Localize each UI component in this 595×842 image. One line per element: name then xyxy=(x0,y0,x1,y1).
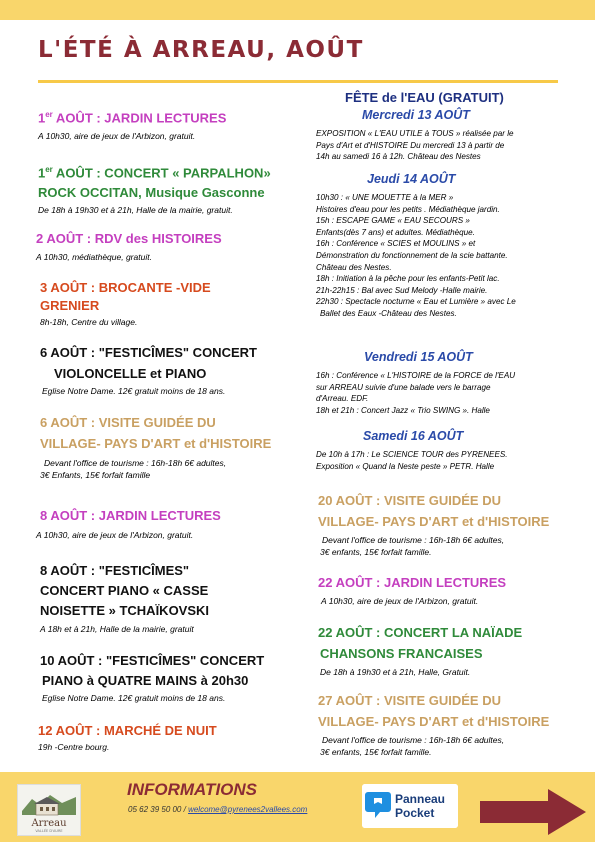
event-20-aout-visite: 20 AOÛT : VISITE GUIDÉE DU VILLAGE- PAYS D'ART et d'HISTOIRE Devant l'office de tourisme : 16h-18h 6€ adultes, 3€ enfants, 15€ forfait famille. xyxy=(318,493,550,557)
event-12-aout-marche: 12 AOÛT : MARCHÉ DE NUIT 19h -Centre bourg. xyxy=(38,723,217,752)
svg-text:VALLÉE D'AURE: VALLÉE D'AURE xyxy=(35,829,63,833)
event-1-aout-jardin: 1er AOÛT : JARDIN LECTURES A 10h30, aire de jeux de l'Arbizon, gratuit. xyxy=(38,110,227,142)
day-vendredi-15: Vendredi 15 AOÛT xyxy=(364,350,473,364)
day-samedi-16-details: De 10h à 17h : Le SCIENCE TOUR des PYRENEES. Exposition « Quand la Neste peste » PETR. Halle xyxy=(316,450,508,471)
event-1-aout-concert: 1er AOÛT : CONCERT « PARPALHON» ROCK OCCITAN, Musique Gasconne De 18h à 19h30 et à 21h, Halle de la mairie, gratuit. xyxy=(38,165,271,216)
event-22-aout-jardin: 22 AOÛT : JARDIN LECTURES A 10h30, aire de jeux de l'Arbizon, gratuit. xyxy=(318,575,507,606)
top-banner xyxy=(0,0,595,20)
day-mercredi-13: Mercredi 13 AOÛT xyxy=(362,108,470,122)
panneau-pocket-logo[interactable] xyxy=(362,784,458,828)
svg-text:Panneau: Panneau xyxy=(395,792,446,806)
svg-text:Arreau: Arreau xyxy=(31,818,67,829)
day-mercredi-13-details: EXPOSITION « L'EAU UTILE à TOUS » réalisée par le Pays d'Art et d'HISTOIRE Du mercredi 13 à partir de 14h au samedi 16 à 12h. Château des Nestes xyxy=(316,129,514,162)
title-underline xyxy=(38,80,558,83)
fete-eau-title: FÊTE de l'EAU (GRATUIT) xyxy=(345,90,504,105)
phone-number: 05 62 39 50 00 / xyxy=(128,805,186,814)
day-samedi-16: Samedi 16 AOÛT xyxy=(363,429,464,443)
event-10-aout-concert: 10 AOÛT : "FESTICÎMES" CONCERT PIANO à QUATRE MAINS à 20h30 Eglise Notre Dame. 12€ gratuit moins de 18 ans. xyxy=(40,653,265,703)
event-2-aout-histoires: 2 AOÛT : RDV des HISTOIRES A 10h30, médiathèque, gratuit. xyxy=(36,231,222,262)
event-27-aout-visite: 27 AOÛT : VISITE GUIDÉE DU VILLAGE- PAYS D'ART et d'HISTOIRE Devant l'office de tourisme : 16h-18h 6€ adultes, 3€ enfants, 15€ forfait famille. xyxy=(318,693,550,757)
svg-text:Pocket: Pocket xyxy=(395,806,435,820)
event-8-aout-festicimes: 8 AOÛT : "FESTICÎMES" CONCERT PIANO « CASSE NOISETTE » TCHAÏKOVSKI A 18h et à 21h, Halle de la mairie, gratuit xyxy=(40,563,210,634)
day-jeudi-14: Jeudi 14 AOÛT xyxy=(367,172,456,186)
event-6-aout-concert: 6 AOÛT : "FESTICÎMES" CONCERT VIOLONCELLE et PIANO Eglise Notre Dame. 12€ gratuit moins de 18 ans. xyxy=(40,345,257,396)
day-vendredi-15-details: 16h : Conférence « L'HISTOIRE de la FORCE de l'EAU sur ARREAU suivie d'une balade vers le barrage d'Arreau. EDF. 18h et 21h : Concert Jazz « Trio SWING ». Halle xyxy=(316,371,516,415)
next-arrow-icon[interactable] xyxy=(480,789,588,840)
informations-title: INFORMATIONS xyxy=(127,780,258,799)
arreau-logo-icon xyxy=(18,785,80,835)
event-22-aout-concert: 22 AOÛT : CONCERT LA NAÏADE CHANSONS FRANCAISES De 18h à 19h30 et à 21h, Halle, Gratuit. xyxy=(318,625,523,677)
page-title: L'ÉTÉ À ARREAU, AOÛT xyxy=(38,37,364,63)
event-6-aout-visite: 6 AOÛT : VISITE GUIDÉE DU VILLAGE- PAYS D'ART et d'HISTOIRE Devant l'office de tourisme : 16h-18h 6€ adultes, 3€ Enfants, 15€ forfait famille xyxy=(40,415,272,480)
panneau-pocket-icon xyxy=(362,784,458,828)
event-3-aout-brocante: 3 AOÛT : BROCANTE -VIDE GRENIER 8h-18h, Centre du village. xyxy=(40,280,211,327)
email-link[interactable]: welcome@pyrenees2vallees.com xyxy=(188,805,308,814)
arreau-logo xyxy=(17,784,81,836)
event-8-aout-jardin: 8 AOÛT : JARDIN LECTURES A 10h30, aire de jeux de l'Arbizon, gratuit. xyxy=(36,508,221,540)
contact-line xyxy=(128,805,307,814)
day-jeudi-14-details: 10h30 : « UNE MOUETTE à la MER » Histoires d'eau pour les petits . Médiathèque jardin. 15h : ESCAPE GAME « EAU SECOURS » Enfants(dès 7 ans) et adultes. Médiathèque. 16h : Conférence « SCIES et MOULINS » et Démonstration du fonctionnement de la scie battante. Château des Nestes. 18h : Initiation à la pêche pour les enfants-Petit lac. 21h-22h15 : Bal avec Sud Melody -Halle mairie. 22h30 : Spectacle nocturne « Eau et Lumière » avec Le Ballet des Eaux -Château des Nestes. xyxy=(316,193,516,318)
